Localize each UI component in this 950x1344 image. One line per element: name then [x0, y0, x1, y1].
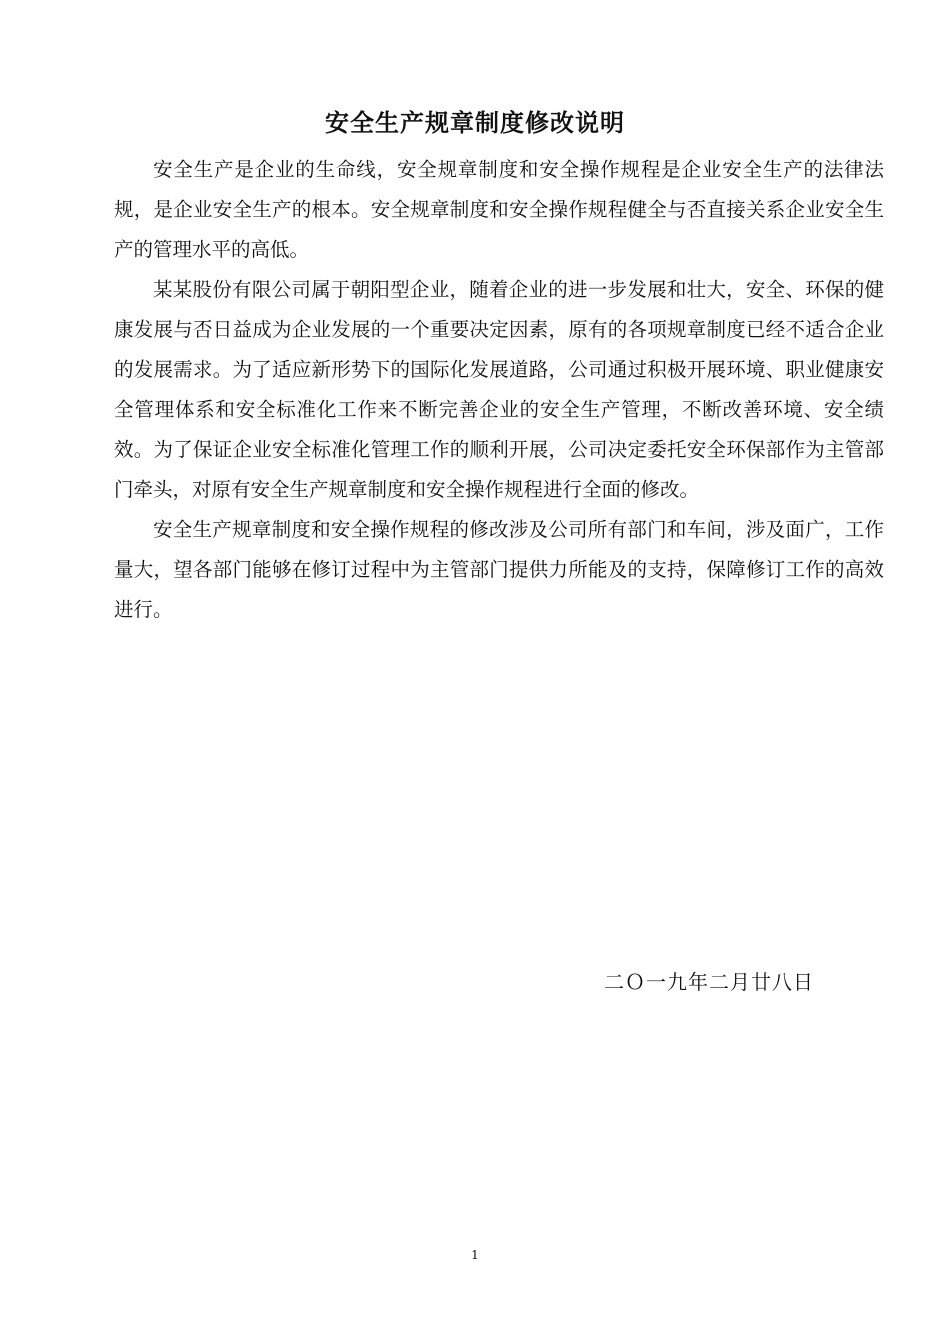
document-date: 二Ｏ一九年二月廿八日 — [604, 970, 814, 994]
document-body — [114, 150, 884, 630]
document-title: 安全生产规章制度修改说明 — [325, 108, 625, 137]
paragraph-2: 某某股份有限公司属于朝阳型企业，随着企业的进一步发展和壮大，安全、环保的健康发展与否日益成为企业发展的一个重要决定因素，原有的各项规章制度已经不适合企业的发展需求。为了适应新形势下的国际化发展道路，公司通过积极开展环境、职业健康安全管理体系和安全标准化工作来不断完善企业的安全生产管理，不断改善环境、安全绩效。为了保证企业安全标准化管理工作的顺利开展，公司决定委托安全环保部作为主管部门牵头，对原有安全生产规章制度和安全操作规程进行全面的修改。 — [114, 278, 884, 501]
paragraph-1: 安全生产是企业的生命线，安全规章制度和安全操作规程是企业安全生产的法律法规，是企业安全生产的根本。安全规章制度和安全操作规程健全与否直接关系企业安全生产的管理水平的高低。 — [114, 158, 884, 261]
paragraph-3: 安全生产规章制度和安全操作规程的修改涉及公司所有部门和车间，涉及面广，工作量大，望各部门能够在修订过程中为主管部门提供力所能及的支持，保障修订工作的高效进行。 — [114, 518, 884, 621]
page-number: 1 — [471, 1248, 479, 1262]
